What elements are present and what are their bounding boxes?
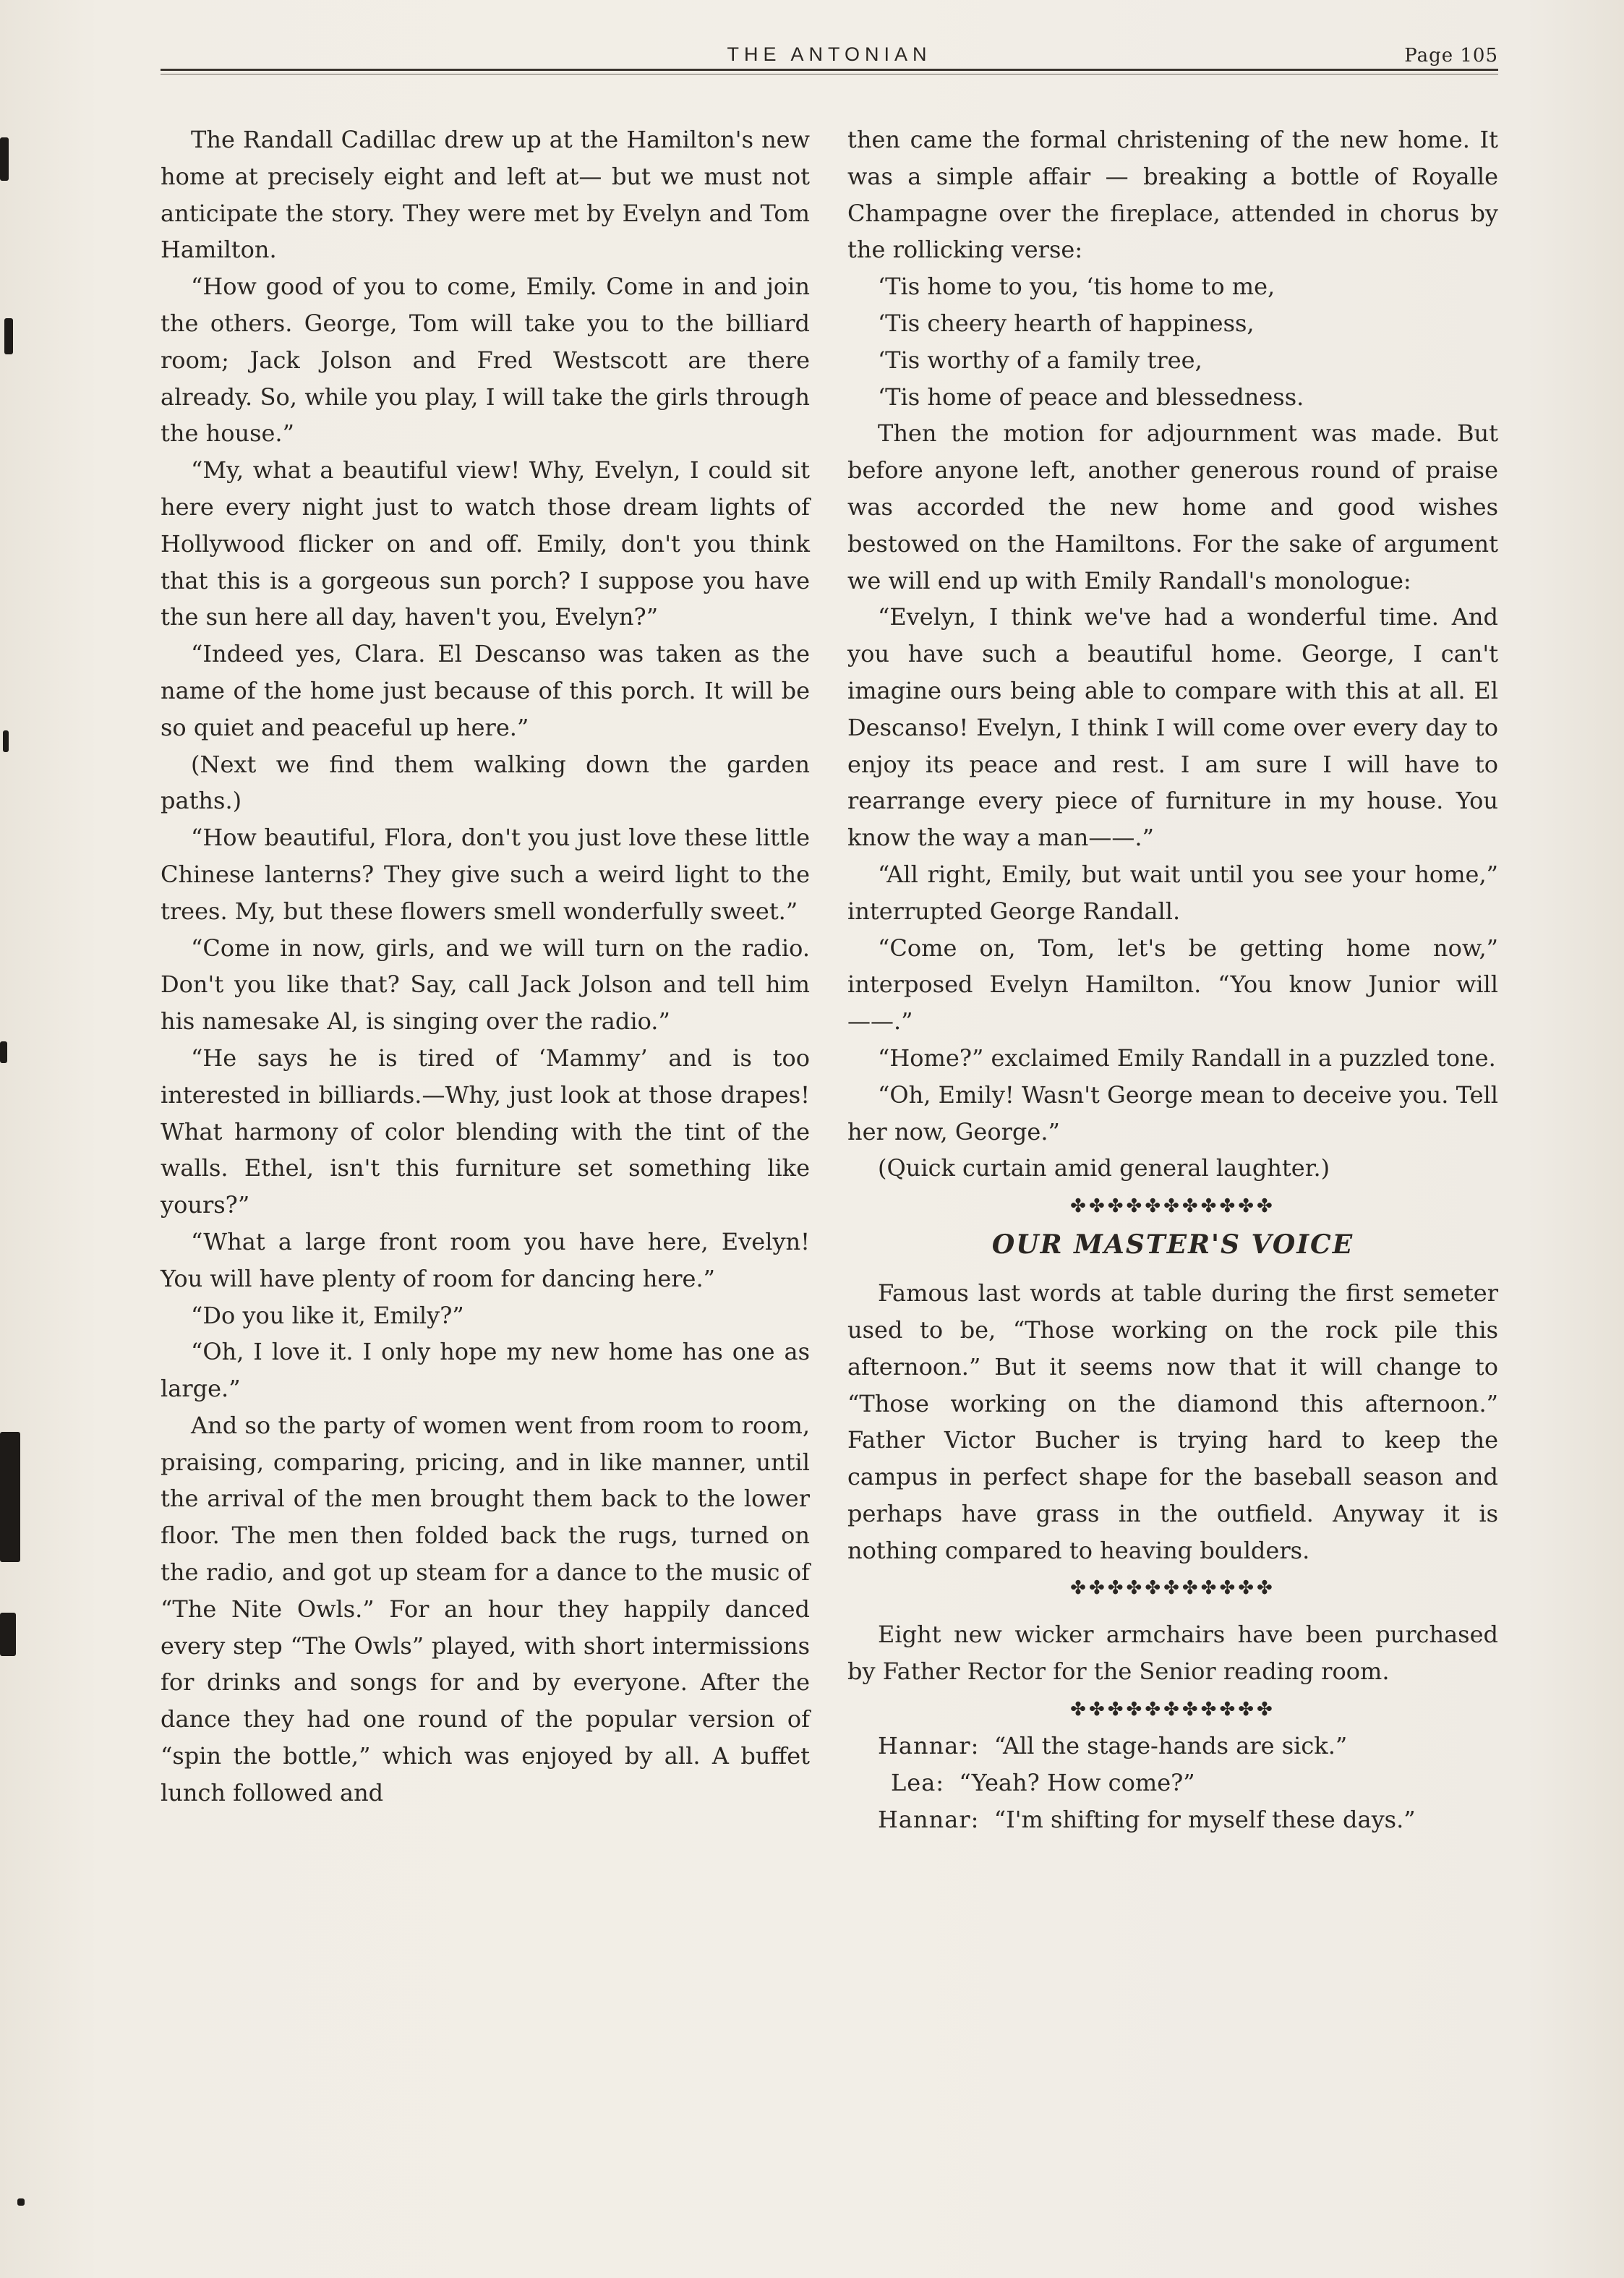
right-column bbox=[847, 121, 1498, 1838]
story-paragraph: “Do you like it, Emily?” bbox=[191, 1301, 464, 1329]
story-paragraph: “Come in now, girls, and we will turn on the radio. Don't you like that? Say, call Jack Jolson and tell him his namesake Al, is singing over the radio.” bbox=[161, 934, 810, 1036]
news-item: Famous last words at table during the first semeter used to be, “Those working on the rock pile this afternoon.” But it seems now that it will change to “Those working on the diamond this afternoon.” Father Victor Bucher is trying hard to keep the campus in perfect shape for the baseball season and perhaps have grass in the outfield. Anyway it is nothing compared to heaving boulders. bbox=[847, 1279, 1498, 1564]
binding-mark bbox=[4, 318, 13, 354]
binding-mark bbox=[0, 1041, 7, 1063]
story-paragraph: The Randall Cadillac drew up at the Hamilton's new home at precisely eight and left at— but we must not anticipate the story. They were met by Evelyn and Tom Hamilton. bbox=[161, 126, 810, 264]
binding-mark bbox=[0, 1432, 20, 1562]
binding-mark bbox=[0, 137, 9, 181]
binding-mark bbox=[0, 1613, 16, 1656]
story-paragraph: “How good of you to come, Emily. Come in and join the others. George, Tom will take you to the billiard room; Jack Jolson and Fred Westscott are there already. So, while you play, I will take the girls through the house.” bbox=[161, 273, 810, 448]
joke-speaker: Hannar: bbox=[878, 1732, 980, 1760]
joke-line bbox=[847, 1801, 1498, 1838]
section-title: OUR MASTER'S VOICE bbox=[991, 1229, 1354, 1260]
stage-direction: (Quick curtain amid general laughter.) bbox=[878, 1154, 1330, 1182]
ornament-divider: ✤✤✤✤✤✤✤✤✤✤✤ bbox=[1070, 1577, 1275, 1600]
header-rule bbox=[161, 69, 1498, 71]
news-item: Eight new wicker armchairs have been purchased by Father Rector for the Senior reading room. bbox=[847, 1621, 1498, 1686]
joke-text: “Yeah? How come?” bbox=[959, 1768, 1195, 1796]
page-number: Page 105 bbox=[1404, 45, 1498, 67]
story-paragraph: “How beautiful, Flora, don't you just love these little Chinese lanterns? They give such a weird light to the trees. My, but these flowers smell wonderfully sweet.” bbox=[161, 824, 810, 925]
story-paragraph: “Oh, I love it. I only hope my new home has one as large.” bbox=[161, 1338, 810, 1403]
joke-speaker: Lea: bbox=[891, 1768, 945, 1796]
stage-direction: (Next we find them walking down the garden paths.) bbox=[161, 750, 810, 815]
ornament-divider: ✤✤✤✤✤✤✤✤✤✤✤ bbox=[1070, 1195, 1275, 1218]
story-paragraph: Then the motion for adjournment was made. But before anyone left, another generous round of praise was accorded the new home and good wishes bestowed on the Hamiltons. For the sake of argument we will end up with Emily Randall's monologue: bbox=[847, 419, 1498, 594]
story-paragraph: “Come on, Tom, let's be getting home now,” interposed Evelyn Hamilton. “You know Junior will——.” bbox=[847, 934, 1498, 1036]
publication-title: THE ANTONIAN bbox=[727, 43, 932, 65]
joke-line bbox=[847, 1728, 1498, 1765]
story-paragraph: “What a large front room you have here, Evelyn! You will have plenty of room for dancing here.” bbox=[161, 1227, 810, 1292]
verse-line: ‘Tis home to you, ‘tis home to me, bbox=[878, 273, 1275, 301]
verse-line: ‘Tis worthy of a family tree, bbox=[878, 346, 1202, 374]
story-paragraph: “My, what a beautiful view! Why, Evelyn, I could sit here every night just to watch those dream lights of Hollywood flicker on and off. Emily, don't you think that this is a gorgeous sun porch? I suppose you have the sun here all day, haven't you, Evelyn?” bbox=[161, 456, 810, 631]
christening-verse bbox=[847, 268, 1498, 415]
joke-speaker: Hannar: bbox=[878, 1805, 980, 1833]
verse-line: ‘Tis cheery hearth of happiness, bbox=[878, 309, 1255, 337]
story-paragraph: “Indeed yes, Clara. El Descanso was taken as the name of the home just because of this porch. It will be so quiet and peaceful up here.” bbox=[161, 640, 810, 741]
ornament-divider: ✤✤✤✤✤✤✤✤✤✤✤ bbox=[1070, 1699, 1275, 1721]
left-column bbox=[161, 121, 810, 1812]
running-header bbox=[161, 40, 1498, 77]
story-continuation: then came the formal christening of the new home. It was a simple affair — breaking a bottle of Royalle Champagne over the fireplace, attended in chorus by the rollicking verse: bbox=[847, 126, 1498, 264]
story-paragraph: “Evelyn, I think we've had a wonderful time. And you have such a beautiful home. George, I can't imagine ours being able to compare with this at all. El Descanso! Evelyn, I think I will come over every day to enjoy its peace and rest. I am sure I will have to rearrange every piece of furniture in my house. You know the way a man——.” bbox=[847, 603, 1498, 852]
joke-text: “All the stage-hands are sick.” bbox=[993, 1732, 1348, 1760]
story-paragraph: “Oh, Emily! Wasn't George mean to deceive you. Tell her now, George.” bbox=[847, 1080, 1498, 1146]
story-paragraph: “All right, Emily, but wait until you see your home,” interrupted George Randall. bbox=[847, 860, 1498, 925]
verse-line: ‘Tis home of peace and blessedness. bbox=[878, 383, 1304, 411]
story-paragraph: And so the party of women went from room to room, praising, comparing, pricing, and in like manner, until the arrival of the men brought them back to the lower floor. The men then folded back the rugs, turned on the radio, and got up steam for a dance to the music of “The Nite Owls.” For an hour they happily danced every step “The Owls” played, with short intermissions for drinks and songs for and by everyone. After the dance they had one round of the popular version of “spin the bottle,” which was enjoyed by all. A buffet lunch followed and bbox=[161, 1411, 810, 1806]
story-paragraph: “Home?” exclaimed Emily Randall in a puzzled tone. bbox=[878, 1044, 1496, 1072]
binding-mark bbox=[3, 730, 9, 752]
joke-text: “I'm shifting for myself these days.” bbox=[993, 1805, 1416, 1833]
story-paragraph: “He says he is tired of ‘Mammy’ and is too interested in billiards.—Why, just look at those drapes! What harmony of color blending with the tint of the walls. Ethel, isn't this furniture set something like yours?” bbox=[161, 1044, 810, 1219]
joke-line bbox=[847, 1765, 1498, 1801]
binding-mark bbox=[17, 2198, 25, 2206]
